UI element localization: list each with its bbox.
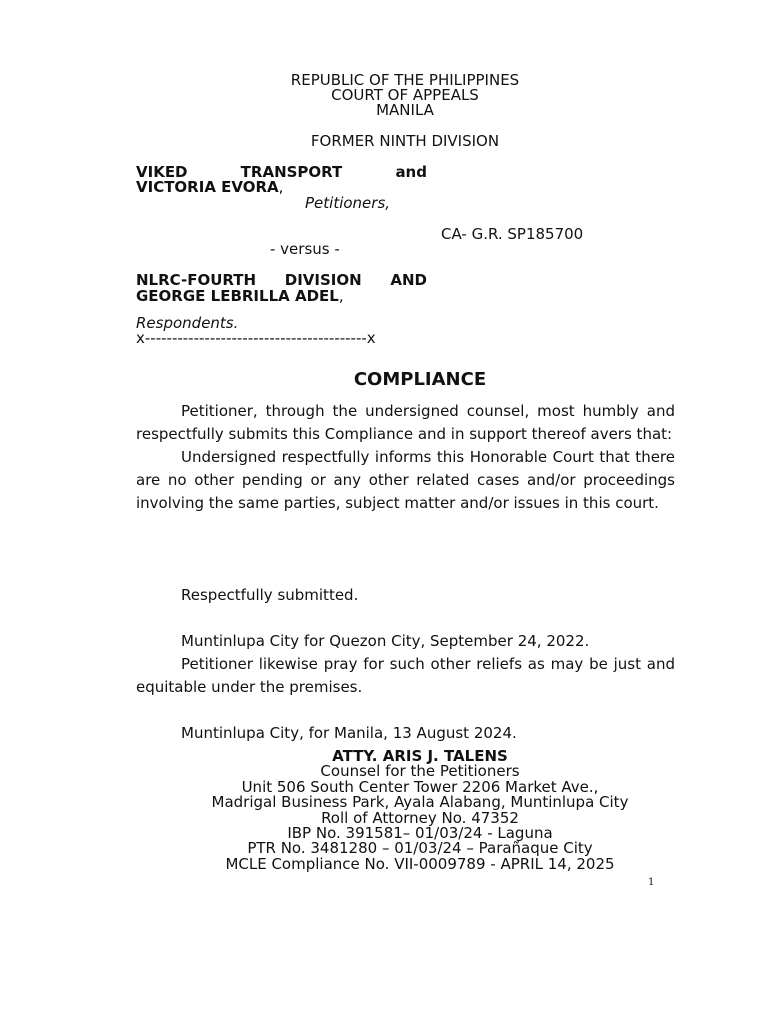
counsel-address-1: Unit 506 South Center Tower 2206 Market Ave.,: [241, 777, 599, 796]
petitioner-word-1: VIKED: [136, 163, 188, 181]
header-republic: REPUBLIC OF THE PHILIPPINES: [290, 71, 520, 89]
versus-label: - versus -: [270, 240, 340, 258]
counsel-address-2: Madrigal Business Park, Ayala Alabang, Muntinlupa City: [211, 793, 629, 812]
header-court: COURT OF APPEALS: [331, 86, 479, 104]
respondent-line-1: [136, 273, 427, 288]
paragraph-1: Petitioner, through the undersigned counsel, most humbly and respectfully submits this Compliance and in support thereof avers that:: [136, 402, 675, 443]
petitioner-word-2: TRANSPORT: [240, 163, 343, 181]
paragraph-3: Respectfully submitted.: [181, 586, 359, 604]
counsel-roll-number: Roll of Attorney No. 47352: [321, 808, 519, 827]
document-title: COMPLIANCE: [353, 369, 487, 390]
caption-separator: x-----------------------------------------x: [136, 329, 376, 347]
counsel-ibp-number: IBP No. 391581– 01/03/24 - Laguna: [287, 824, 553, 843]
body-section-2: [136, 584, 675, 607]
respondents-label: Respondents.: [136, 314, 239, 332]
petitioner-name: VICTORIA EVORA: [136, 178, 279, 196]
paragraph-5: Petitioner likewise pray for such other reliefs as may be just and equitable under the premises.: [136, 655, 675, 696]
respondent-comma: ,: [338, 287, 344, 305]
signature-block: [0, 749, 768, 872]
petitioners-label: Petitioners,: [305, 194, 391, 212]
paragraph-6: Muntinlupa City, for Manila, 13 August 2024.: [181, 724, 517, 742]
body-section-4: [136, 722, 675, 745]
petitioner-line-2: [136, 180, 283, 195]
counsel-mcle-number: MCLE Compliance No. VII-0009789 - APRIL 14, 2025: [225, 854, 615, 873]
counsel-ptr-number: PTR No. 3481280 – 01/03/24 – Parañaque City: [247, 839, 593, 858]
petitioner-comma: ,: [278, 178, 284, 196]
respondent-word-1: NLRC-FOURTH: [136, 271, 257, 289]
body-section: [136, 400, 675, 515]
paragraph-2: Undersigned respectfully informs this Honorable Court that there are no other pending or any other related cases and/or proceedings involving the same parties, subject matter and/or issues in this court.: [136, 448, 675, 512]
respondent-word-2: DIVISION: [284, 271, 362, 289]
respondent-word-3: AND: [390, 271, 427, 289]
header-division: FORMER NINTH DIVISION: [310, 132, 500, 150]
counsel-role: Counsel for the Petitioners: [320, 762, 520, 781]
respondent-name: GEORGE LEBRILLA ADEL: [136, 287, 339, 305]
paragraph-4: Muntinlupa City for Quezon City, September 24, 2022.: [181, 632, 590, 650]
respondent-line-2: [136, 289, 344, 304]
case-number: CA- G.R. SP185700: [441, 225, 584, 243]
petitioner-word-3: and: [395, 163, 427, 181]
header-city: MANILA: [376, 101, 434, 119]
body-section-3: [136, 630, 675, 699]
page-number: 1: [648, 877, 655, 888]
counsel-name: ATTY. ARIS J. TALENS: [332, 747, 508, 765]
